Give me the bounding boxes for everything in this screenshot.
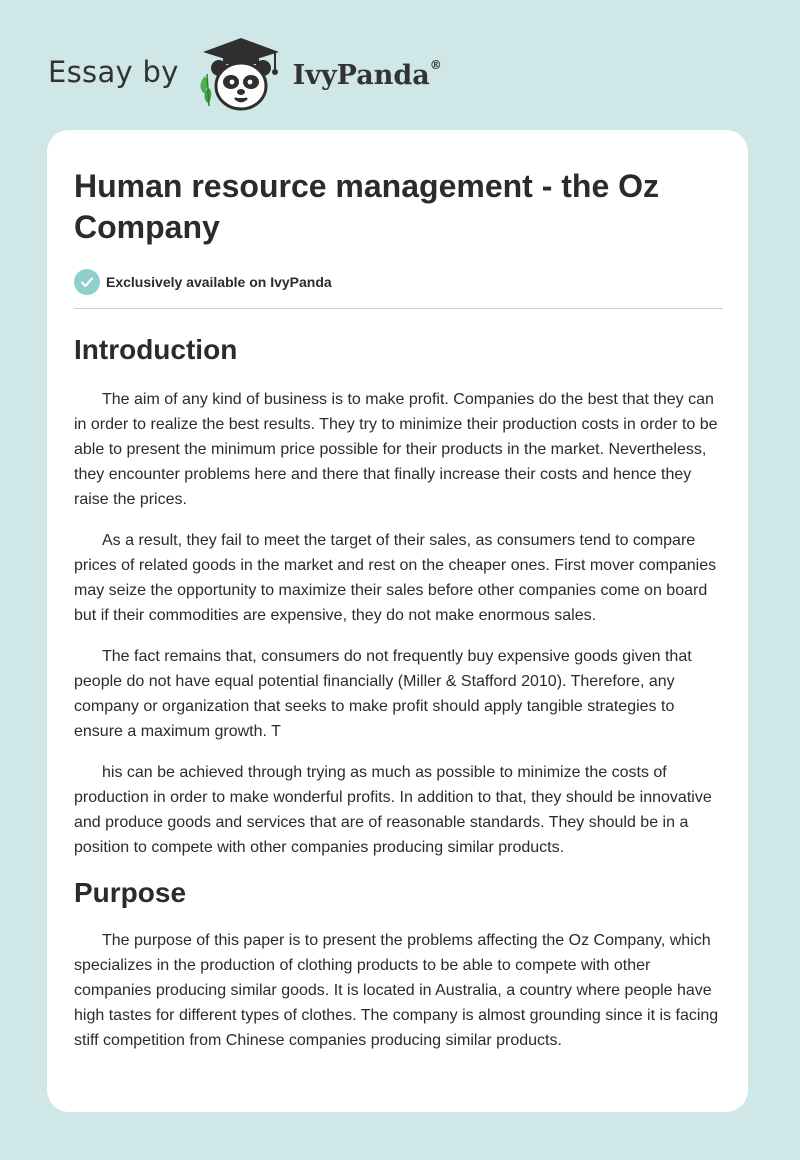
page-title: Human resource management - the Oz Company: [74, 168, 660, 245]
paragraph: his can be achieved through trying as much as possible to minimize the costs of production in order to make wonderful profits. In addition to that, they should be innovative and produce goods and services that are of reasonable standards. They should be in a position to compete with other companies producing similar products.: [74, 764, 712, 856]
exclusive-badge: [74, 268, 723, 296]
check-icon: [74, 269, 100, 295]
paragraph: The fact remains that, consumers do not frequently buy expensive goods given that people do not have equal potential financially (Miller & Stafford 2010). Therefore, any company or organization that seeks to make profit should apply tangible strategies to ensure a maximum growth. T: [74, 648, 692, 740]
essay-card: [47, 130, 748, 1112]
brand-header: [48, 34, 442, 114]
paragraph: The purpose of this paper is to present the problems affecting the Oz Company, which specializes in the production of clothing products to be able to compete with other companies producing similar goods. It is located in Australia, a country where people have high tastes for different types of clothes. The company is almost grounding since it is facing stiff competition from Chinese companies producing similar products.: [74, 932, 719, 1049]
section-heading-introduction: Introduction: [74, 334, 238, 365]
section-heading-purpose: Purpose: [74, 877, 187, 908]
paragraph: As a result, they fail to meet the target of their sales, as consumers tend to compare prices of related goods in the market and rest on the cheaper ones. First mover companies may seize the opportunity to maximize their sales before other companies come on board but if their commodities are expensive, they do not make enormous sales.: [74, 532, 717, 624]
panda-graduate-icon[interactable]: [195, 36, 287, 112]
divider: [74, 308, 723, 309]
essay-by-label: Essay by: [48, 55, 179, 89]
brand-name[interactable]: IvyPanda®: [292, 57, 442, 91]
registered-mark: ®: [429, 57, 442, 72]
exclusive-label: Exclusively available on IvyPanda: [106, 274, 332, 290]
paragraph: The aim of any kind of business is to make profit. Companies do the best that they can in order to realize the best results. They try to minimize their production costs in order to be able to present the minimum price possible for their products in the market. Nevertheless, they encounter problems here and there that finally increase their costs and hence they raise the prices.: [74, 391, 718, 508]
